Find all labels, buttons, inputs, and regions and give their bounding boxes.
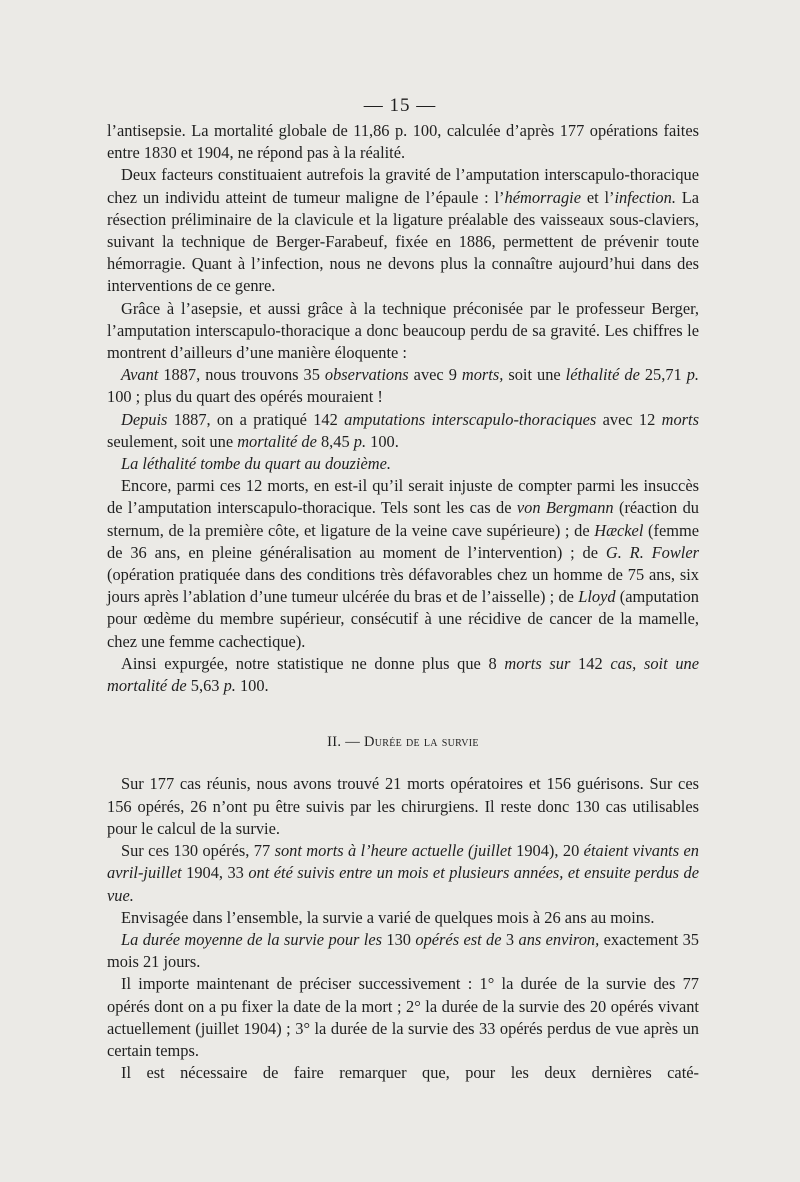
italic-text: hémorragie <box>504 187 582 207</box>
text-run: 142 <box>570 653 611 673</box>
italic-text: p. <box>353 431 367 451</box>
italic-text: infection. <box>614 187 676 207</box>
italic-text: ont été suivis entre un mois et plusieurs années, et ensuite perdus de vue. <box>107 863 700 905</box>
italic-text: La léthalité tombe du quart au douzième. <box>121 454 391 474</box>
italic-text: observations <box>324 365 409 385</box>
text-run: 1904, 33 <box>181 863 249 883</box>
text-run: Sur ces 130 opérés, 77 <box>121 841 275 861</box>
text-run: 100 ; plus du quart des opérés mouraient ! <box>107 387 383 407</box>
italic-text: p. <box>223 676 236 696</box>
text-run: Sur 177 cas réunis, nous avons trouvé 21 morts opératoires et 156 guérisons. Sur ces 156 opérés, 26 n’ont pu être suivis par les chirurgiens. Il reste donc 130 cas utilisables pour le calcul de la survie. <box>107 774 699 838</box>
paragraph <box>107 929 699 973</box>
paragraphs-before-heading <box>107 120 699 697</box>
text-run: (opération pratiquée dans des conditions très défavorables chez un homme de 75 ans, six jours après l’ablation d’une tumeur ulcérée du bras et de l’aisselle) ; de <box>107 565 699 607</box>
italic-text: Depuis <box>121 409 168 429</box>
text-run: l’antisepsie. La mortalité globale de 11,86 p. 100, calculée d’après 177 opérations faites entre 1830 et 1904, ne répond pas à la réalité. <box>107 121 699 163</box>
paragraph <box>107 409 699 453</box>
text-run: Grâce à l’asepsie, et aussi grâce à la technique préconisée par le professeur Berger, l’amputation interscapulo-thoracique a donc beaucoup perdu de sa gravité. Les chiffres le montrent d’ailleurs d’une manière éloquente : <box>107 298 699 363</box>
paragraph <box>107 773 699 840</box>
text-run: Ainsi expurgée, notre statistique ne donne plus que 8 <box>121 653 505 673</box>
paragraph <box>107 840 699 907</box>
italic-text: étaient vivants en avril-juillet <box>107 841 699 883</box>
italic-text: G. R. Fowler <box>605 542 699 562</box>
italic-text: La durée moyenne de la survie pour les <box>121 929 383 949</box>
section-heading <box>107 731 699 753</box>
paragraph <box>107 120 699 164</box>
text-run: 1887, on a pratiqué 142 <box>167 409 345 429</box>
italic-text: Hæckel <box>594 520 644 540</box>
text-run: 100. <box>235 676 269 696</box>
italic-text: ans environ, <box>518 929 600 949</box>
body-text <box>107 120 699 1084</box>
paragraph <box>107 907 699 929</box>
text-run: La résection préliminaire de la clavicule et la ligature préalable des vaisseaux sous-claviers, suivant la technique de Berger-Farabeuf, fixée en 1886, permettent de prévenir toute hémorragie. Quant à l’infection, nous ne devons plus la connaître aujourd’hui dans des interventions de ce genre. <box>107 187 700 296</box>
italic-text: cas, soit une mortalité de <box>107 653 699 696</box>
italic-text: sont morts à l’heure actuelle (juillet <box>274 841 512 861</box>
section-number: II. — <box>327 734 361 751</box>
section-title: Durée de la survie <box>364 734 479 751</box>
italic-text: Lloyd <box>578 587 616 607</box>
text-run: (réaction du sternum, de la première côte, et ligature de la veine cave supérieure) ; de <box>107 498 699 540</box>
paragraph <box>107 973 699 1062</box>
italic-text: mortalité de <box>237 431 317 451</box>
italic-text: opérés est de <box>415 929 502 949</box>
text-run: et l’ <box>581 187 615 207</box>
text-run: 8,45 <box>316 431 354 451</box>
paragraph <box>107 164 699 297</box>
text-run: soit une <box>503 365 566 385</box>
text-run: (amputation pour œdème du membre supérieur, consécutif à une récidive de cancer de la mamelle, chez une femme cachectique). <box>107 587 699 651</box>
paragraph <box>107 453 699 475</box>
italic-text: morts sur <box>504 653 571 673</box>
paragraph <box>107 653 699 697</box>
text-run: Encore, parmi ces 12 morts, en est-il qu’il serait injuste de compter parmi les insuccès de l’amputation interscapulo-thoracique. Tels sont les cas de <box>107 476 699 518</box>
paragraph <box>107 298 699 365</box>
paragraph <box>107 364 699 408</box>
paragraph <box>107 475 699 653</box>
text-run: Deux facteurs constituaient autrefois la gravité de l’amputation interscapulo-thoracique chez un individu atteint de tumeur maligne de l’épaule : l’ <box>107 165 699 207</box>
italic-text: morts <box>661 409 699 429</box>
text-run: Envisagée dans l’ensemble, la survie a varié de quelques mois à 26 ans au moins. <box>121 907 655 927</box>
text-run: 3 <box>501 929 519 949</box>
text-run: (femme de 36 ans, en pleine généralisation au moment de l’intervention) ; de <box>107 520 699 562</box>
paragraphs-after-heading <box>107 773 699 1084</box>
text-run: 1887, nous trouvons 35 <box>158 365 325 385</box>
text-run: avec 12 <box>596 409 662 429</box>
italic-text: morts, <box>461 365 504 385</box>
paragraph <box>107 1062 699 1084</box>
italic-text: p. <box>686 365 700 385</box>
italic-text: von Bergmann <box>516 498 614 518</box>
text-run: Il est nécessaire de faire remarquer que, pour les deux dernières caté- <box>121 1063 699 1083</box>
italic-text: amputations interscapulo-thoraciques <box>344 409 597 429</box>
text-run: Il importe maintenant de préciser successivement : 1° la durée de la survie des 77 opérés dont on a pu fixer la date de la mort ; 2° la durée de la survie des 20 opérés vivant actuellement (juillet 1904) ; 3° la durée de la survie des 33 opérés perdus de vue après un certain temps. <box>107 974 699 1060</box>
page-number: — 15 — <box>363 95 437 116</box>
text-run: 25,71 <box>639 365 687 385</box>
italic-text: Avant <box>121 365 159 385</box>
text-run: 5,63 <box>186 676 224 696</box>
text-run: 130 <box>382 929 416 949</box>
italic-text: léthalité de <box>565 365 640 385</box>
text-run: avec 9 <box>408 365 462 385</box>
text-run: seulement, soit une <box>107 431 238 451</box>
text-run: 100. <box>366 431 399 451</box>
text-run: 1904), 20 <box>511 841 584 861</box>
text-run: exactement 35 mois 21 jours. <box>107 929 699 972</box>
